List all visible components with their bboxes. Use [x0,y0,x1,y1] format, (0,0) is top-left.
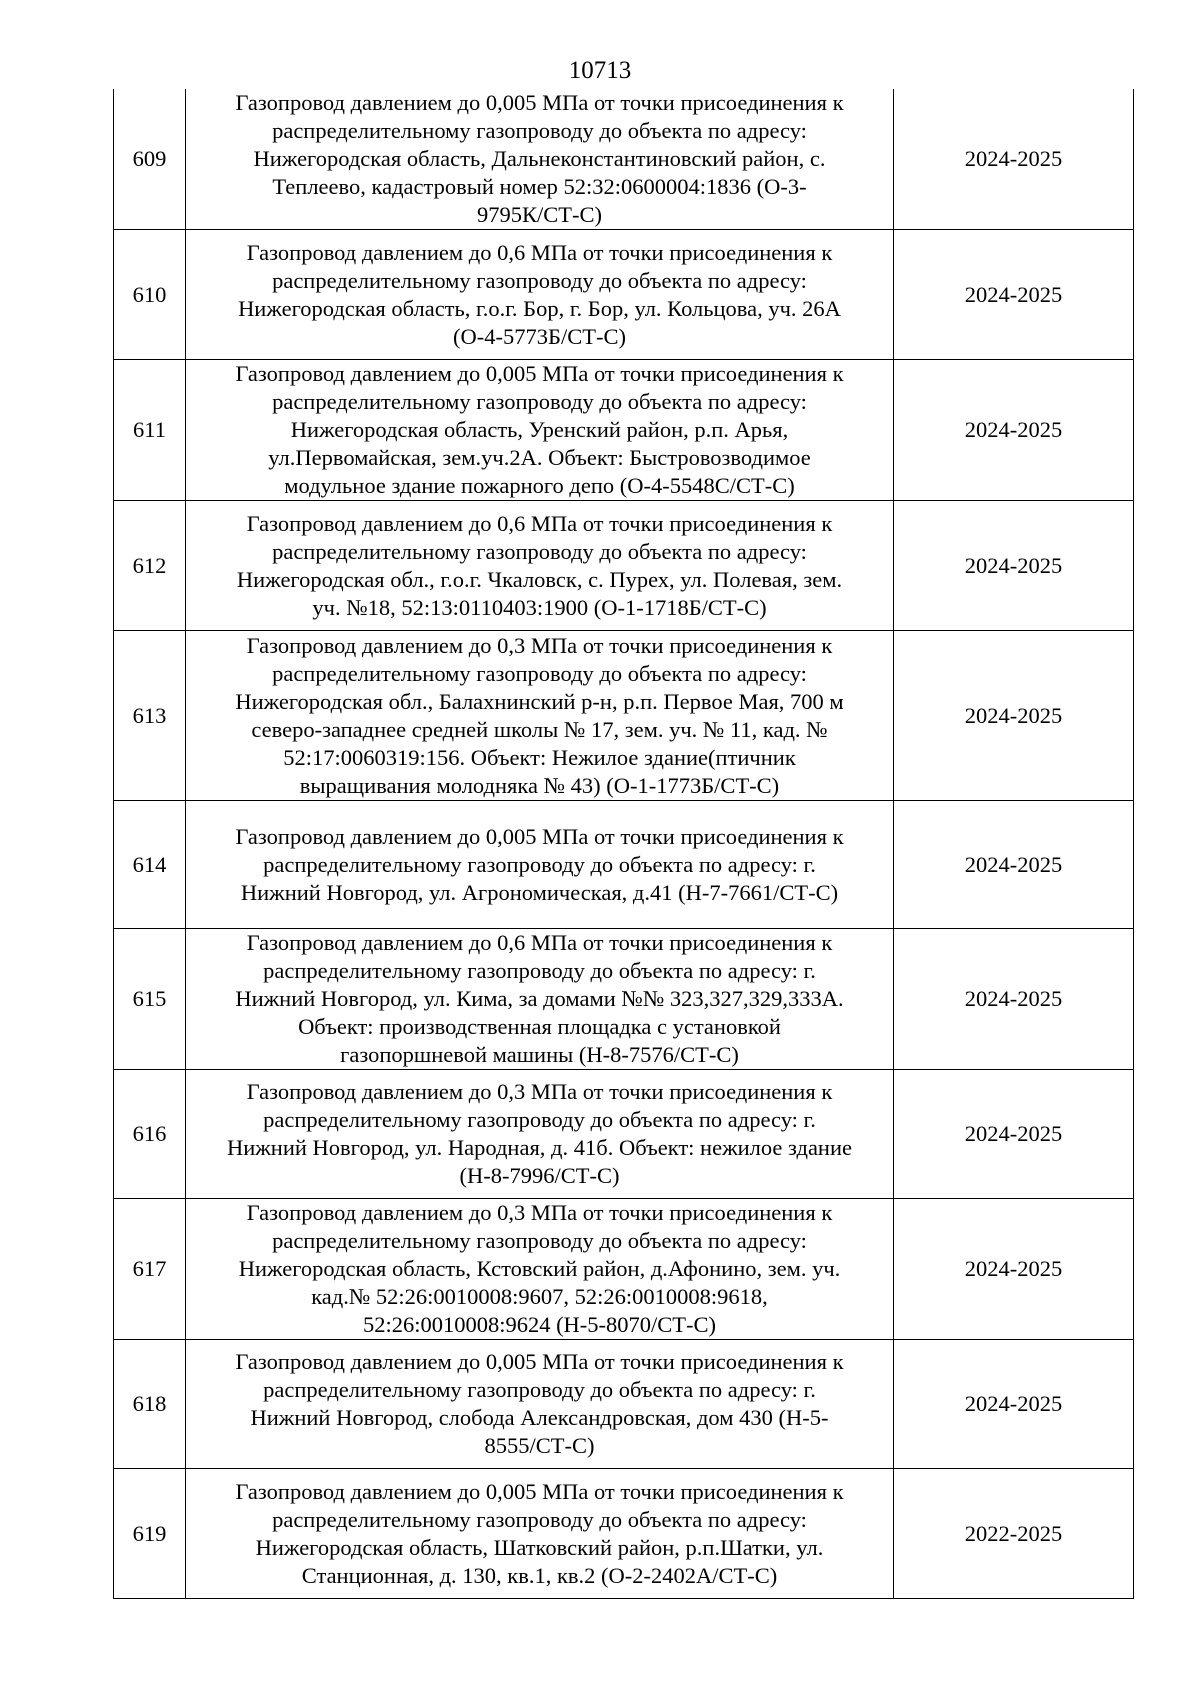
description-line: Нижегородская область, Уренский район, р.п. Арья, [290,417,789,442]
description-line: Нижний Новгород, слобода Александровская, дом 430 (Н-5- [250,1405,829,1430]
description-line: Газопровод давлением до 0,005 МПа от точки присоединения к [235,823,844,849]
description-line: кад.№ 52:26:0010008:9607, 52:26:0010008:9618, [311,1284,768,1309]
row-number: 610 [114,230,186,360]
description-line: Газопровод давлением до 0,3 МПа от точки присоединения к [246,632,833,658]
row-years: 2024-2025 [894,929,1134,1070]
row-years: 2024-2025 [894,230,1134,360]
row-number: 613 [114,631,186,801]
description-line: Газопровод давлением до 0,005 МПа от точки присоединения к [235,1478,844,1504]
description-line: распределительному газопроводу до объекта по адресу: [272,660,807,686]
row-number: 611 [114,360,186,501]
row-number: 614 [114,801,186,929]
row-number: 612 [114,501,186,631]
description-line: Нижегородская область, г.о.г. Бор, г. Бор, ул. Кольцова, уч. 26А [238,295,841,321]
description-line: Объект: производственная площадка с установкой [298,1014,781,1039]
description-line: Газопровод давлением до 0,005 МПа от точки присоединения к [235,90,844,115]
description-line: 52:17:0060319:156. Объект: Нежилое здание(птичник [283,744,796,770]
row-years: 2024-2025 [894,501,1134,631]
row-description [186,801,894,929]
row-description [186,360,894,501]
description-line: Нижегородская область, Кстовский район, д.Афонино, зем. уч. [238,1256,841,1281]
row-years: 2024-2025 [894,631,1134,801]
description-line: распределительному газопроводу до объекта по адресу: г. [263,1107,816,1132]
description-line: Нижегородская область, Шатковский район, р.п.Шатки, ул. [255,1534,824,1560]
description-line: модульное здание пожарного депо (О-4-5548С/СТ-С) [284,473,795,498]
table-row [114,929,1134,1070]
description-line: газопоршневой машины (Н-8-7576/СТ-С) [340,1042,739,1067]
description-line: распределительному газопроводу до объекта по адресу: [272,267,807,293]
description-line: Газопровод давлением до 0,005 МПа от точки присоединения к [235,361,844,386]
description-line: Станционная, д. 130, кв.1, кв.2 (О-2-2402А/СТ-С) [301,1562,778,1588]
description-line: распределительному газопроводу до объекта по адресу: г. [263,1377,816,1402]
table-row [114,501,1134,631]
description-line: Газопровод давлением до 0,6 МПа от точки присоединения к [246,239,833,265]
table-row [114,1469,1134,1599]
row-description [186,230,894,360]
table-row [114,1340,1134,1469]
row-description [186,89,894,230]
row-description [186,1469,894,1599]
description-line: 9795К/СТ-С) [476,202,602,227]
description-line: распределительному газопроводу до объекта по адресу: [272,1228,807,1253]
description-line: Нижний Новгород, ул. Агрономическая, д.41 (Н-7-7661/СТ-С) [240,879,839,905]
table-row [114,230,1134,360]
row-years: 2024-2025 [894,1070,1134,1199]
description-line: Нижний Новгород, ул. Народная, д. 41б. Объект: нежилое здание [226,1135,853,1160]
row-description [186,1070,894,1199]
description-line: уч. №18, 52:13:0110403:1900 (О-1-1718Б/СТ-С) [312,594,767,620]
table-row [114,801,1134,929]
description-line: 8555/СТ-С) [484,1433,595,1458]
page-number: 10713 [568,57,632,84]
description-line: Газопровод давлением до 0,6 МПа от точки присоединения к [246,510,833,536]
description-line: распределительному газопроводу до объекта по адресу: г. [263,851,816,877]
row-years: 2024-2025 [894,89,1134,230]
row-years: 2024-2025 [894,801,1134,929]
row-years: 2024-2025 [894,360,1134,501]
row-number: 616 [114,1070,186,1199]
description-line: распределительному газопроводу до объекта по адресу: [272,389,807,414]
table-row [114,89,1134,230]
description-line: Нижегородская обл., Балахнинский р-н, р.п. Первое Мая, 700 м [235,688,844,714]
row-years: 2022-2025 [894,1469,1134,1599]
row-description [186,1340,894,1469]
description-line: ул.Первомайская, зем.уч.2А. Объект: Быстровозводимое [268,445,811,470]
row-years: 2024-2025 [894,1340,1134,1469]
description-line: Теплеево, кадастровый номер 52:32:0600004:1836 (О-3- [272,174,807,199]
description-line: (Н-8-7996/СТ-С) [459,1163,620,1188]
description-line: Нижний Новгород, ул. Кима, за домами №№ 323,327,329,333А. [235,986,844,1011]
row-description [186,1199,894,1340]
row-number: 609 [114,89,186,230]
row-number: 619 [114,1469,186,1599]
row-years: 2024-2025 [894,1199,1134,1340]
description-line: распределительному газопроводу до объекта по адресу: [272,538,807,564]
gas-pipeline-table [113,89,1134,1599]
description-line: Газопровод давлением до 0,005 МПа от точки присоединения к [235,1349,844,1374]
description-line: Газопровод давлением до 0,3 МПа от точки присоединения к [246,1079,833,1104]
row-description [186,501,894,631]
row-number: 618 [114,1340,186,1469]
table-row [114,631,1134,801]
description-line: выращивания молодняка № 43) (О-1-1773Б/СТ-С) [299,772,780,798]
table-row [114,1199,1134,1340]
description-line: 52:26:0010008:9624 (Н-5-8070/СТ-С) [362,1312,717,1337]
description-line: распределительному газопроводу до объекта по адресу: [272,118,807,143]
row-description [186,631,894,801]
description-line: Газопровод давлением до 0,3 МПа от точки присоединения к [246,1200,833,1225]
description-line: Нижегородская обл., г.о.г. Чкаловск, с. Пурех, ул. Полевая, зем. [236,566,843,592]
table-row [114,360,1134,501]
row-description [186,929,894,1070]
description-line: распределительному газопроводу до объекта по адресу: г. [263,958,816,983]
row-number: 615 [114,929,186,1070]
description-line: распределительному газопроводу до объекта по адресу: [272,1506,807,1532]
description-line: северо-западнее средней школы № 17, зем. уч. № 11, кад. № [251,716,828,742]
description-line: (О-4-5773Б/СТ-С) [453,323,626,349]
description-line: Газопровод давлением до 0,6 МПа от точки присоединения к [246,930,833,955]
row-number: 617 [114,1199,186,1340]
description-line: Нижегородская область, Дальнеконстантиновский район, с. [253,146,826,171]
table-row [114,1070,1134,1199]
